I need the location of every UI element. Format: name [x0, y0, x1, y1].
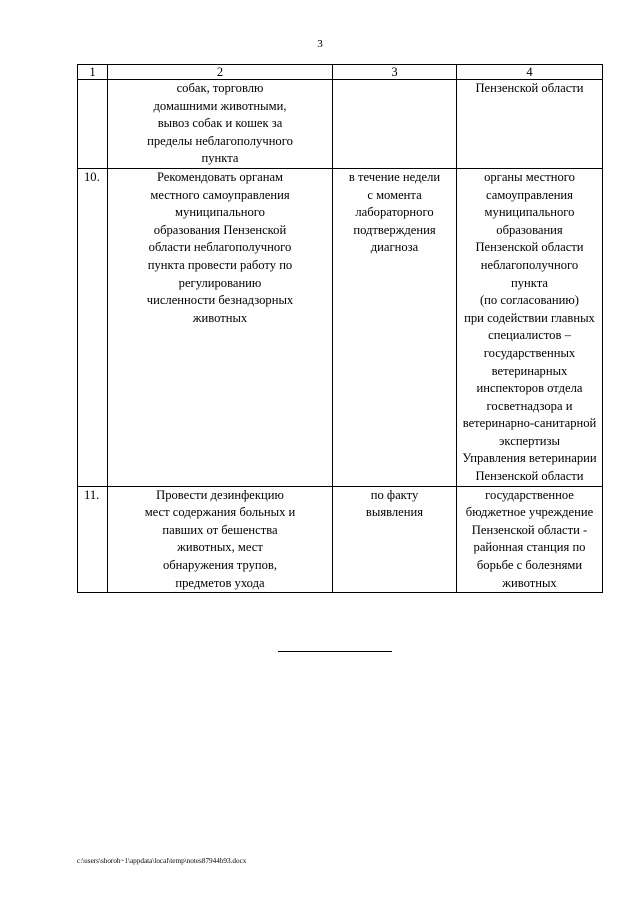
cell-text-line: животных [502, 575, 557, 590]
cell-text-line: в течение недели [348, 169, 441, 184]
cell-text-line: самоуправления [486, 187, 573, 202]
column-header: 1 [78, 65, 108, 80]
cell-text-line: вывоз собак и кошек за [157, 116, 283, 131]
cell-text-line: муниципального [175, 205, 265, 220]
closing-divider-line [278, 651, 392, 652]
cell-text-line: госветнадзора и [486, 398, 573, 413]
cell-text-line: пределы неблагополучного [147, 133, 293, 148]
cell-text-line: по факту [370, 487, 419, 502]
cell-text-line: регулированию [178, 275, 262, 290]
cell-text-line: органы местного [484, 169, 575, 184]
responsible-cell [457, 486, 603, 593]
action-cell [108, 80, 333, 169]
cell-text-line: (по согласованию) [479, 293, 579, 308]
responsible-cell [457, 168, 603, 486]
cell-text-line: выявления [365, 505, 424, 520]
deadline-cell [333, 486, 457, 593]
cell-text-line: пункта провести работу по [147, 257, 293, 272]
cell-text-line: домашними животными, [153, 98, 287, 113]
action-cell [108, 168, 333, 486]
cell-text-line: неблагополучного [480, 257, 579, 272]
table-row [78, 486, 603, 593]
cell-text-line: муниципального [484, 205, 575, 220]
cell-text-line: области неблагополучного [148, 240, 292, 255]
cell-text-line: борьбе с болезнями [476, 558, 583, 573]
column-header: 3 [333, 65, 457, 80]
cell-text-line: Провести дезинфекцию [156, 487, 284, 502]
cell-text-line: диагноза [370, 240, 419, 255]
column-header: 4 [457, 65, 603, 80]
action-cell [108, 486, 333, 593]
cell-text-line: подтверждения [353, 222, 436, 237]
row-number-cell [78, 80, 108, 169]
table-row [78, 168, 603, 486]
cell-text-line: численности безнадзорных [146, 293, 294, 308]
cell-text-line: собак, торговлю [176, 81, 264, 95]
page-number: 3 [317, 38, 323, 50]
footer-file-path: c:\users\shoroh~1\appdata\local\temp\notes87944b93.docx [77, 857, 247, 865]
cell-text-line: бюджетное учреждение [465, 505, 594, 520]
row-number-cell: 11. [78, 486, 108, 593]
cell-text-line: предметов ухода [175, 575, 265, 590]
deadline-cell [333, 168, 457, 486]
row-number-cell: 10. [78, 168, 108, 486]
responsible-cell [457, 80, 603, 169]
cell-text-line: лабораторного [355, 205, 434, 220]
cell-text-line: местного самоуправления [150, 187, 290, 202]
cell-text-line: Пензенской области - [471, 522, 588, 537]
cell-text-line: Пензенской области [475, 240, 584, 255]
cell-text-line: павших от бешенства [162, 522, 278, 537]
cell-text-line: государственное [485, 487, 574, 502]
cell-text-line: пункта [511, 275, 548, 290]
cell-text-line: Пензенской области [475, 469, 584, 484]
measures-table [77, 64, 603, 593]
cell-text-line: ветеринарных [491, 363, 568, 378]
cell-text-line: с момента [367, 187, 422, 202]
table-row [78, 80, 603, 169]
cell-text-line: районная станция по [473, 540, 586, 555]
cell-text-line: пункта [201, 151, 239, 166]
cell-text-line: Рекомендовать органам [156, 169, 284, 184]
cell-text-line: инспекторов отдела [476, 381, 583, 396]
cell-text-line: Пензенской области [475, 81, 584, 95]
cell-text-line: животных [192, 310, 248, 325]
cell-text-line: специалистов – [488, 328, 571, 343]
cell-text-line: Управления ветеринарии [462, 451, 597, 466]
cell-text-line: образования Пензенской [153, 222, 287, 237]
cell-text-line: экспертизы [499, 433, 560, 448]
cell-text-line: ветеринарно-санитарной [462, 416, 597, 431]
cell-text-line: обнаружения трупов, [162, 558, 278, 573]
table-header-row [78, 65, 603, 80]
column-header: 2 [108, 65, 333, 80]
cell-text-line: государственных [483, 345, 576, 360]
deadline-cell [333, 80, 457, 169]
cell-text-line: животных, мест [177, 540, 263, 555]
cell-text-line: образования [496, 222, 563, 237]
cell-text-line: при содействии главных [464, 310, 595, 325]
cell-text-line: мест содержания больных и [144, 505, 296, 520]
